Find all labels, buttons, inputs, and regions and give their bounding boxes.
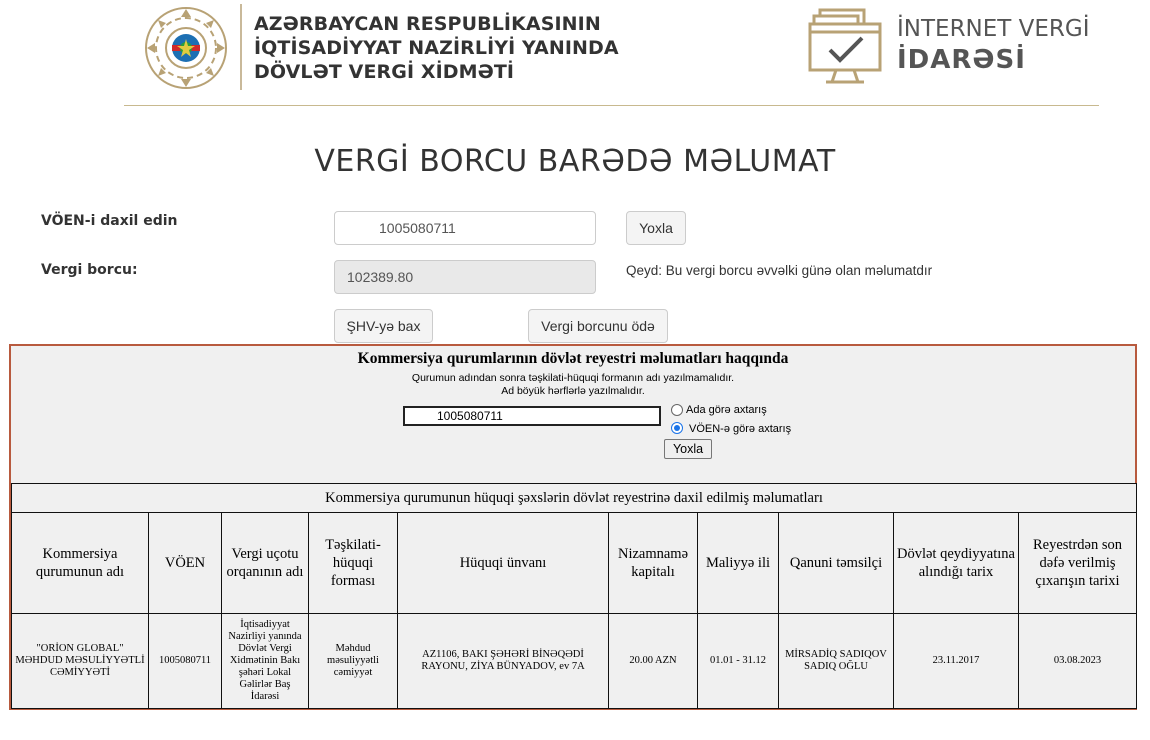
debt-note: Qeyd: Bu vergi borcu əvvəlki günə olan məlumatdır [626, 263, 933, 278]
radio-search-by-voen[interactable] [671, 422, 683, 434]
cell-fiscal-year: 01.01 - 31.12 [698, 614, 779, 709]
cell-legal-address: AZ1106, BAKI ŞƏHƏRİ BİNƏQƏDİ RAYONU, ZİYA BÜNYADOV, ev 7A [398, 614, 609, 709]
cell-extract-date: 03.08.2023 [1019, 614, 1137, 709]
service-name [897, 14, 1090, 76]
header-separator [240, 4, 242, 90]
radio-name-label: Ada görə axtarış [686, 404, 767, 416]
shv-button[interactable]: ŞHV-yə bax [334, 309, 433, 343]
cell-capital: 20.00 AZN [609, 614, 698, 709]
internet-tax-icon [806, 6, 886, 86]
col-registration-date: Dövlət qeydiyyatına alındığı tarix [894, 513, 1019, 614]
col-legal-representative: Qanuni təmsilçi [779, 513, 894, 614]
service-line-1: İNTERNET VERGİ [897, 16, 1090, 42]
radio-search-by-name[interactable] [671, 404, 683, 416]
ministry-name [254, 12, 619, 84]
table-caption: Kommersiya qurumunun hüquqi şəxslərin dövlət reyestrinə daxil edilmiş məlumatları [12, 484, 1137, 513]
ministry-line-3: DÖVLƏT VERGİ XİDMƏTİ [254, 61, 515, 83]
col-tax-office: Vergi uçotu orqanının adı [222, 513, 309, 614]
ministry-line-2: İQTİSADİYYAT NAZİRLİYİ YANINDA [254, 37, 619, 59]
cell-registration-date: 23.11.2017 [894, 614, 1019, 709]
table-header-row [12, 513, 1137, 614]
registry-table [11, 483, 1137, 709]
pay-debt-button[interactable]: Vergi borcunu ödə [528, 309, 668, 343]
debt-value-field: 102389.80 [334, 260, 596, 294]
header-rule [124, 105, 1099, 106]
col-voen: VÖEN [149, 513, 222, 614]
cell-voen: 1005080711 [149, 614, 222, 709]
emblem-logo [143, 5, 229, 91]
registry-search-input[interactable]: 1005080711 [403, 406, 661, 426]
debt-label: Vergi borcu: [41, 262, 138, 278]
voen-label: VÖEN-i daxil edin [41, 213, 178, 229]
registry-note-2: Ad böyük hərflərlə yazılmalıdır. [501, 385, 645, 397]
registry-search-button[interactable]: Yoxla [664, 439, 712, 459]
cell-company-name: "ORİON GLOBAL" MƏHDUD MƏSULİYYƏTLİ CƏMİYYƏTİ [12, 614, 149, 709]
table-row [12, 614, 1137, 709]
col-company-name: Kommersiya qurumunun adı [12, 513, 149, 614]
col-legal-address: Hüquqi ünvanı [398, 513, 609, 614]
voen-input[interactable]: 1005080711 [334, 211, 596, 245]
page-title: VERGİ BORCU BARƏDƏ MƏLUMAT [314, 144, 836, 179]
registry-note-1: Qurumun adından sonra təşkilati-hüquqi formanın adı yazılmamalıdır. [411, 372, 735, 384]
radio-voen-label: VÖEN-ə görə axtarış [689, 423, 792, 435]
service-line-2: İDARƏSİ [897, 45, 1026, 75]
col-capital: Nizamnamə kapitalı [609, 513, 698, 614]
col-extract-date: Reyestrdən son dəfə verilmiş çıxarışın tarixi [1019, 513, 1137, 614]
cell-legal-representative: MİRSADİQ SADIQOV SADIQ OĞLU [779, 614, 894, 709]
cell-legal-form: Məhdud məsuliyyətli cəmiyyət [309, 614, 398, 709]
col-legal-form: Təşkilati-hüquqi forması [309, 513, 398, 614]
cell-tax-office: İqtisadiyyat Nazirliyi yanında Dövlət Vergi Xidmətinin Bakı şəhəri Lokal Gəlirlər Baş İdarəsi [222, 614, 309, 709]
ministry-line-1: AZƏRBAYCAN RESPUBLİKASININ [254, 13, 601, 35]
check-button[interactable]: Yoxla [626, 211, 686, 245]
col-fiscal-year: Maliyyə ili [698, 513, 779, 614]
registry-title: Kommersiya qurumlarının dövlət reyestri məlumatları haqqında [357, 350, 789, 367]
registry-panel [9, 344, 1137, 710]
